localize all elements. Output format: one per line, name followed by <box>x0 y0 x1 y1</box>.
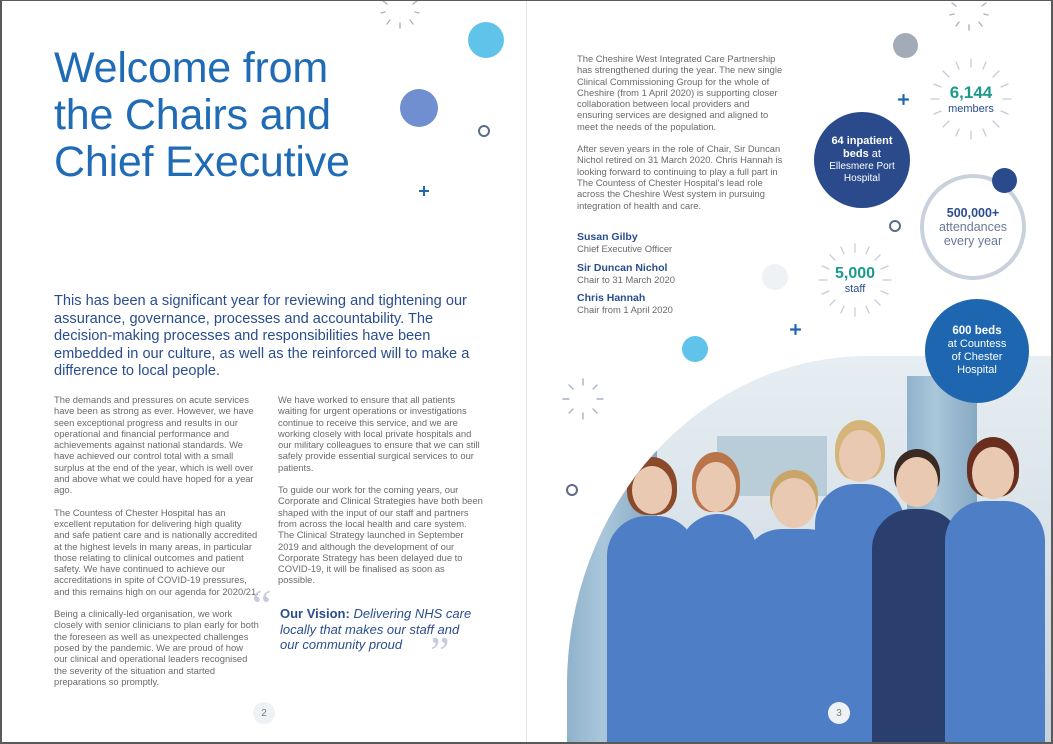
plus-icon <box>418 185 430 197</box>
intro-paragraph: This has been a significant year for reviewing and tightening our assurance, governance, processes and accountability. The decision-making processes and responsibilities have been embedded in our culture, as well as the reinforced will to make a difference to local people. <box>54 293 470 380</box>
body-column-2 <box>278 394 483 597</box>
stat-inpatient-line2 <box>843 148 881 161</box>
signatory-name: Sir Duncan Nichol <box>577 262 668 274</box>
sunburst-icon <box>380 1 420 31</box>
body-paragraph: Being a clinically-led organisation, we work closely with senior clinicians to plan early for both the foreseen as well as unexpected challenges posed by the pandemic. We are proud of how our clinical and operational leaders recognised the severity of the situation and started preparations so promptly. <box>54 608 259 687</box>
navy-dot <box>992 168 1017 193</box>
ring-dot <box>566 484 578 496</box>
stat-600-beds <box>925 299 1029 403</box>
ring-dot <box>889 220 901 232</box>
stat-inpatient-beds <box>814 112 910 208</box>
stat-staff <box>823 257 887 303</box>
staff-photo <box>567 356 1051 742</box>
body-paragraph: To guide our work for the coming years, our Corporate and Clinical Strategies have both been shaped with the input of our staff and partners from across the local health and care system. The Clinical Strategy launched in September 2019 and although the development of our Corporate Strategy has been delayed due to COVID-19, it will be finalised as soon as possible. <box>278 484 483 586</box>
sunburst-icon <box>949 1 989 33</box>
stat-attendances-value: 500,000+ <box>946 206 1000 220</box>
stat-attendances-line2: attendances <box>938 220 1008 234</box>
stat-staff-label: staff <box>844 283 866 295</box>
sunburst-icon <box>561 377 605 421</box>
stat-inpatient-beds-word: beds <box>843 148 869 160</box>
body-paragraph: The demands and pressures on acute services have been as strong as ever. However, we have seen exceptional progress and results in our operational and financial performance and achievements against national standards. We have achieved our control total with a small surplus at the end of the year, which is well over and above what we could have hoped for a year ago. <box>54 394 254 496</box>
open-quote-icon: “ <box>252 581 272 630</box>
ring-dot <box>478 125 490 137</box>
stat-beds-line3: of Chester <box>951 351 1003 363</box>
vision-label: Our Vision: <box>280 606 350 621</box>
page-number-left: 2 <box>253 702 275 724</box>
periwinkle-dot <box>400 89 438 127</box>
gray-dot <box>893 33 918 58</box>
stat-inpatient-at: at <box>868 148 881 160</box>
stat-members-label: members <box>948 103 994 115</box>
signatory <box>577 231 797 254</box>
stat-staff-value: 5,000 <box>834 265 876 282</box>
stat-beds-line2: at Countess <box>947 338 1007 350</box>
vision-text: Delivering NHS care locally that makes our staff and our community proud <box>280 606 472 653</box>
stat-attendances-line3: every year <box>943 234 1003 248</box>
plus-icon <box>789 323 802 336</box>
stat-members <box>931 71 1011 127</box>
light-blue-dot <box>468 22 504 58</box>
stat-inpatient-label: Ellesmere Port Hospital <box>829 161 895 184</box>
vision-statement <box>280 606 480 653</box>
signatory-role: Chair to 31 March 2020 <box>577 274 675 285</box>
signatory-role: Chief Executive Officer <box>577 243 673 254</box>
body-paragraph: The Cheshire West Integrated Care Partnership has strengthened during the year. The new single Clinical Commissioning Group for the whole of Cheshire (from 1 April 2020) is supporting closer collaboration between local providers and ensuring services are designed and aligned to meet the needs of the population. <box>577 53 783 132</box>
signatory-name: Chris Hannah <box>577 292 646 304</box>
pale-dot <box>762 264 788 290</box>
pdf-spread <box>2 1 1051 742</box>
body-paragraph: We have worked to ensure that all patients waiting for urgent operations or investigations continue to receive this service, and we are working closely with local private hospitals and our military colleagues to ensure that we can still safely provide essential surgical services to our patients. <box>278 394 480 473</box>
stat-inpatient-value: 64 inpatient <box>831 135 893 147</box>
right-page <box>527 1 1051 742</box>
stat-beds-line4: Hospital <box>957 364 997 376</box>
plus-icon <box>897 93 910 106</box>
page-number-right: 3 <box>828 702 850 724</box>
body-column-1 <box>54 394 259 698</box>
signatory <box>577 292 797 315</box>
close-quote-icon: ” <box>430 628 450 677</box>
signatory-role: Chair from 1 April 2020 <box>577 304 673 315</box>
page-title: Welcome from the Chairs and Chief Executive <box>54 44 350 186</box>
stat-members-value: 6,144 <box>949 83 993 102</box>
body-paragraph: After seven years in the role of Chair, Sir Duncan Nichol retired on 31 March 2020. Chris Hannah is looking forward to continuing to play a full part in The Countess of Chester Hospital's lead role across the Cheshire West system in pursuing integration of health and care. <box>577 143 783 211</box>
left-page <box>2 1 527 742</box>
body-paragraph: The Countess of Chester Hospital has an excellent reputation for delivering high quality and safe patient care and is nationally accredited at the highest levels in many areas, in particular those relating to clinical outcomes and patient safety. We have continued to achieve our accreditations in spite of COVID-19 pressures, and this remains high on our agenda for 2020/21. <box>54 506 259 597</box>
right-body-column <box>577 53 785 222</box>
signatory-name: Susan Gilby <box>577 231 638 243</box>
stat-beds-value: 600 beds <box>952 325 1002 337</box>
